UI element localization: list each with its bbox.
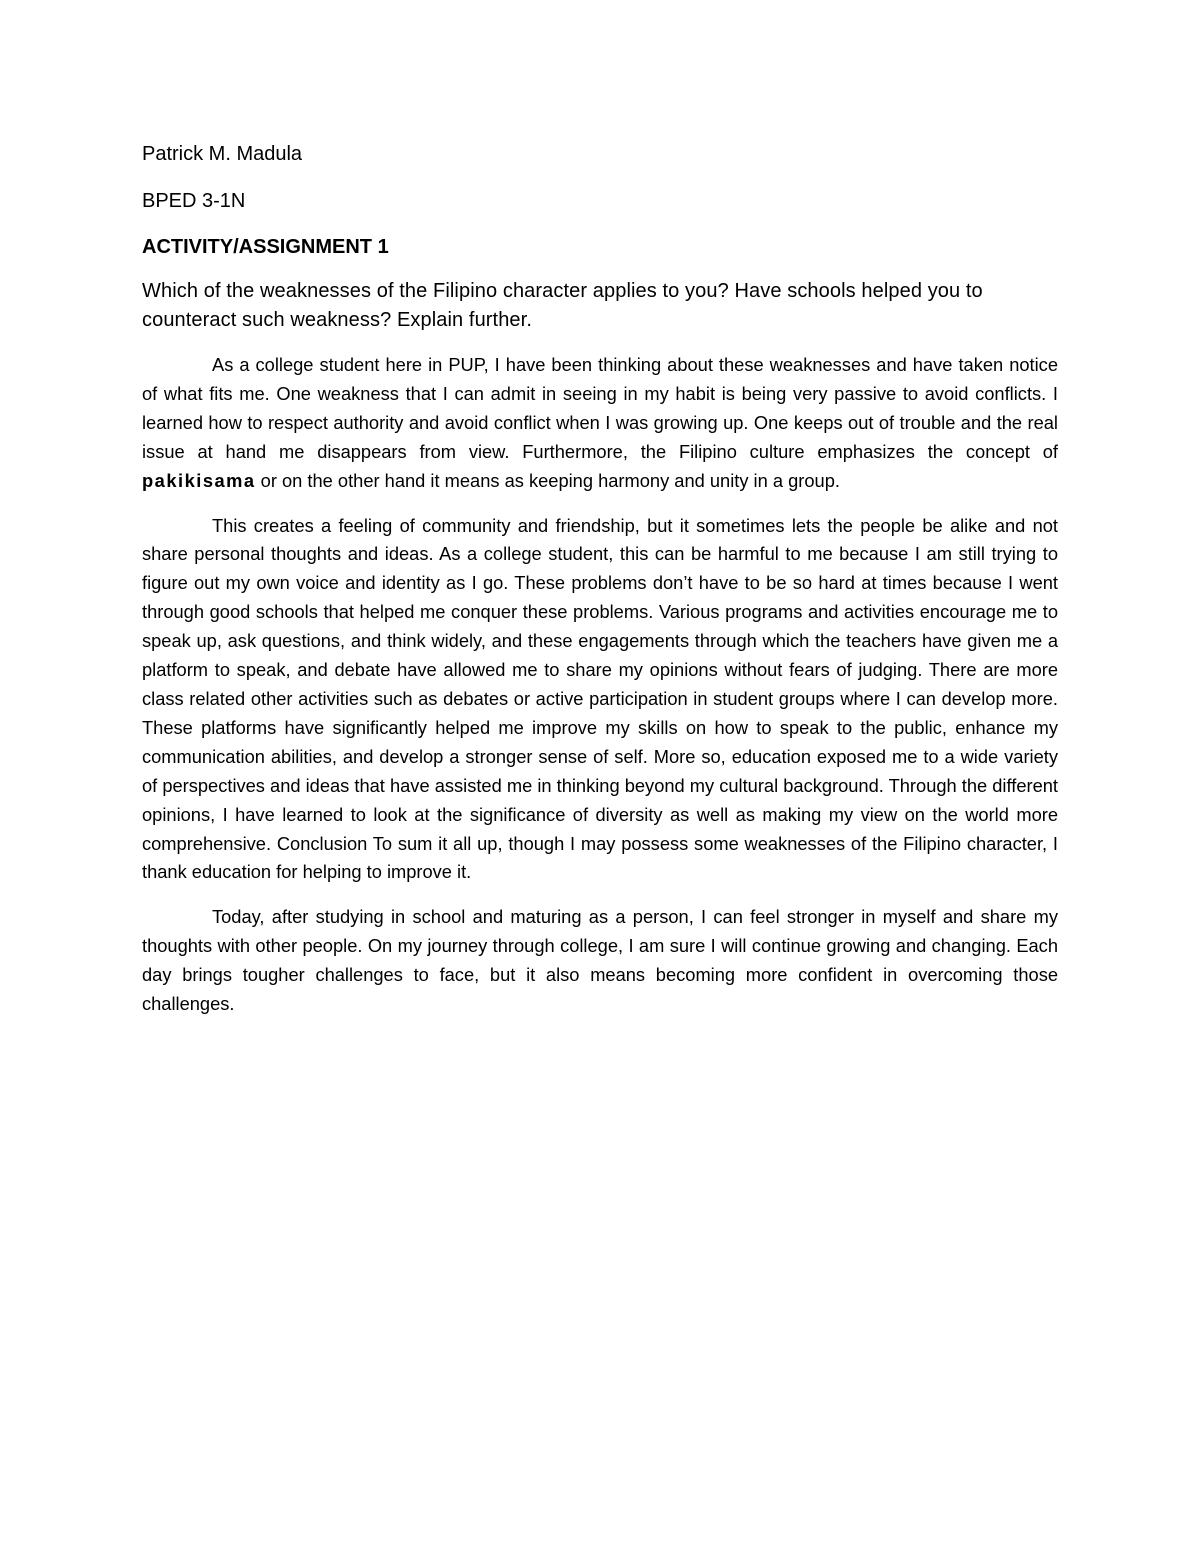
author-name: Patrick M. Madula bbox=[142, 143, 303, 165]
paragraph-3: Today, after studying in school and maturing as a person, I can feel stronger in myself and share my thoughts with other people. On my journey through college, I am sure I will continue growing and changing. Each day brings tougher challenges to face, but it also means becoming more confident in overcoming those challenges. bbox=[142, 906, 1058, 1015]
paragraph-1 bbox=[142, 351, 1058, 496]
paragraph-2: This creates a feeling of community and friendship, but it sometimes lets the people be alike and not share personal thoughts and ideas. As a college student, this can be harmful to me because I am still trying to figure out my own voice and identity as I go. These problems don’t have to be so hard at times because I went through good schools that helped me conquer these problems. Various programs and activities encourage me to speak up, ask questions, and think widely, and these engagements through which the teachers have given me a platform to speak, and debate have allowed me to share my opinions without fears of judging. There are more class related other activities such as debates or active participation in student groups where I can develop more. These platforms have significantly helped me improve my skills on how to speak to the public, enhance my communication abilities, and develop a stronger sense of self. More so, education exposed me to a wide variety of perspectives and ideas that have assisted me in thinking beyond my cultural background. Through the different opinions, I have learned to look at the significance of diversity as well as making my view on the world more comprehensive. Conclusion To sum it all up, though I may possess some weaknesses of the Filipino character, I thank education for helping to improve it. bbox=[142, 514, 1058, 883]
highlighted-term: pakikisama bbox=[142, 469, 256, 491]
class-section: BPED 3-1N bbox=[142, 190, 246, 212]
paragraph-1-text-end: or on the other hand it means as keeping harmony and unity in a group. bbox=[255, 469, 840, 491]
document-body bbox=[142, 140, 1058, 1035]
assignment-title: ACTIVITY/ASSIGNMENT 1 bbox=[142, 236, 389, 258]
assignment-question: Which of the weaknesses of the Filipino character applies to you? Have schools helped you to counteract such weakness? Explain further. bbox=[142, 280, 983, 331]
paragraph-1-text-start: As a college student here in PUP, I have been thinking about these weaknesses and have taken notice of what fits me. One weakness that I can admit in seeing in my habit is being very passive to avoid conflicts. I learned how to respect authority and avoid conflict when I was growing up. One keeps out of trouble and the real issue at hand me disappears from view. Furthermore, the Filipino culture emphasizes the concept of bbox=[142, 354, 1058, 462]
